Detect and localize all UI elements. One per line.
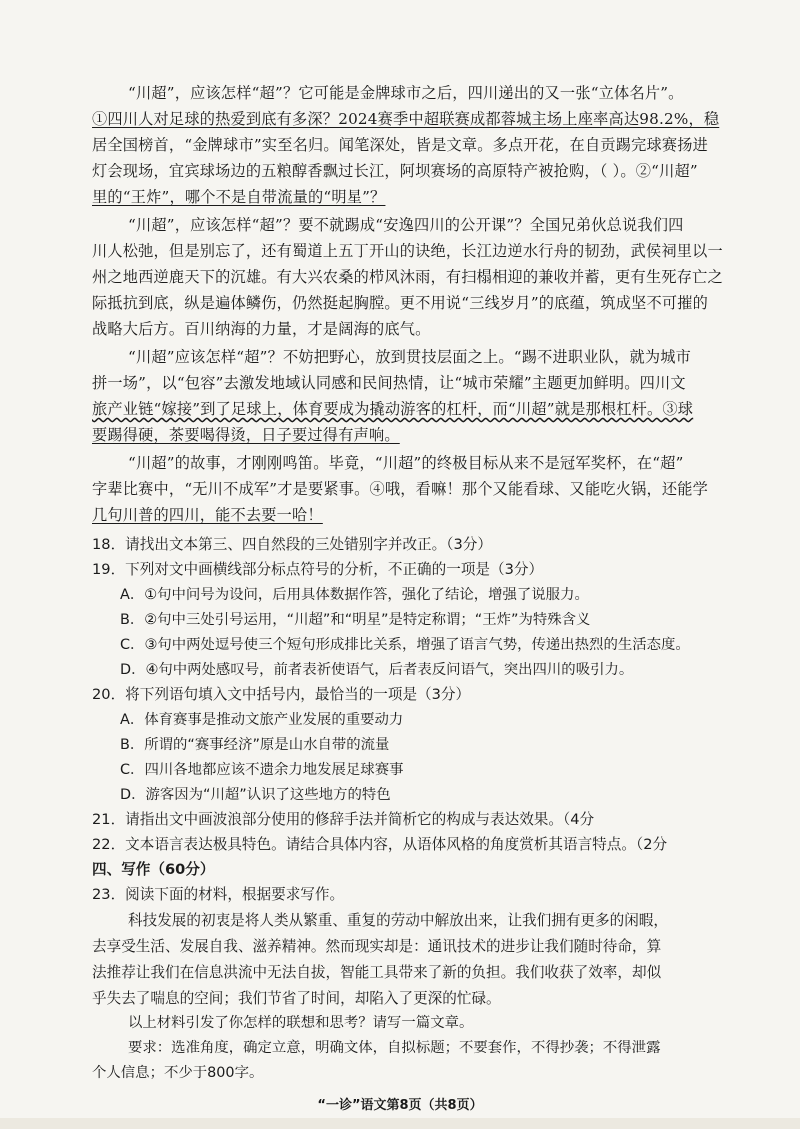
writing-prompt: 以上材料引发了你怎样的联想和思考？请写一篇文章。 bbox=[128, 1015, 474, 1031]
passage-line-underlined: 要踢得硬，茶要喝得烫，日子要过得有声响。 bbox=[92, 426, 400, 444]
material-line: 科技发展的初衷是将人类从繁重、重复的劳动中解放出来，让我们拥有更多的闲暇， bbox=[128, 912, 668, 929]
passage-line: 际抵抗到底，纵是遍体鳞伤，仍然挺起胸膛。更不用说“三线岁月”的底蕴，筑成坚不可摧的 bbox=[92, 294, 709, 312]
passage-line: “川超”的故事，才刚刚鸣笛。毕竟，“川超”的终极目标从来不是冠军奖杯，在“超” bbox=[128, 454, 684, 472]
question-23: 23．阅读下面的材料，根据要求写作。 bbox=[92, 886, 345, 903]
q20-option-b: B．所谓的“赛事经济”原是山水自带的流量 bbox=[120, 737, 390, 753]
question-20: 20．将下列语句填入文中括号内，最恰当的一项是（3分） bbox=[92, 686, 471, 703]
q19-option-c: C．③句中两处逗号使三个短句形成排比关系，增强了语言气势，传递出热烈的生活态度。 bbox=[120, 637, 690, 653]
material-line: 法推荐让我们在信息洪流中无法自拔，智能工具带来了新的负担。我们收获了效率，却似 bbox=[92, 964, 662, 981]
question-19: 19．下列对文中画横线部分标点符号的分析，不正确的一项是（3分） bbox=[92, 561, 544, 578]
passage-line-underlined: 里的“王炸”，哪个不是自带流量的“明星”？ bbox=[92, 188, 386, 206]
q19-option-a: A．①句中问号为设问，后用具体数据作答，强化了结论，增强了说服力。 bbox=[120, 587, 589, 603]
q20-option-a: A．体育赛事是推动文旅产业发展的重要动力 bbox=[120, 712, 404, 728]
passage-line: “川超”应该怎样“超”？不妨把野心，放到贯技层面之上。“踢不进职业队，就为城市 bbox=[128, 348, 691, 366]
writing-requirements: 要求：选准角度，确定立意，明确文体，自拟标题；不要套作，不得抄袭；不得泄露 bbox=[128, 1040, 661, 1056]
passage-line: 灯会现场，宜宾球场边的五粮醇香飘过长江，阿坝赛场的高原特产被抢购，（ ）。②“川超” bbox=[92, 162, 698, 180]
passage-line: 战略大后方。百川纳海的力量，才是阔海的底气。 bbox=[92, 320, 431, 338]
question-21: 21．请指出文中画波浪部分使用的修辞手法并简析它的构成与表达效果。（4分 bbox=[92, 811, 595, 828]
passage-line: 州之地西逆鹿天下的沉雄。有大兴农桑的栉风沐雨，有扫榻相迎的兼收并蓄，更有生死存亡之 bbox=[92, 268, 723, 286]
question-22: 22．文本语言表达极具特色。请结合具体内容，从语体风格的角度赏析其语言特点。（2分 bbox=[92, 836, 668, 853]
passage-line-wavy: 旅产业链“嫁接”到了足球上，体育要成为撬动游客的杠杆，而“川超”就是那根杠杆。③球 bbox=[92, 400, 694, 418]
q20-option-d: D．游客因为“川超”认识了这些地方的特色 bbox=[120, 787, 391, 803]
passage-line-underlined: ①四川人对足球的热爱到底有多深？2024赛季中超联赛成都蓉城主场上座率高达98.2%，稳 bbox=[92, 110, 720, 128]
passage-line: 川人松弛，但是别忘了，还有蜀道上五丁开山的诀绝，长江边逆水行舟的韧劲，武侯祠里以一 bbox=[92, 242, 723, 260]
passage-line: 拼一场”，以“包容”去激发地域认同感和民间热情，让“城市荣耀”主题更加鲜明。四川文 bbox=[92, 374, 686, 392]
page-edge bbox=[0, 1118, 800, 1129]
material-line: 去享受生活、发展自我、滋养精神。然而现实却是：通讯技术的进步让我们随时待命，算 bbox=[92, 938, 662, 955]
material-line: 乎失去了喘息的空间；我们节省了时间，却陷入了更深的忙碌。 bbox=[92, 990, 501, 1007]
passage-line: “川超”，应该怎样“超”？要不就踢成“安逸四川的公开课”？全国兄弟伙总说我们四 bbox=[128, 216, 684, 234]
question-18: 18．请找出文本第三、四自然段的三处错别字并改正。（3分） bbox=[92, 536, 492, 553]
q20-option-c: C．四川各地都应该不遗余力地发展足球赛事 bbox=[120, 762, 404, 778]
passage-line: “川超”，应该怎样“超”？它可能是金牌球市之后，四川递出的又一张“立体名片”。 bbox=[128, 84, 684, 102]
writing-requirements: 个人信息；不少于800字。 bbox=[92, 1065, 264, 1081]
passage-line: 字辈比赛中，“无川不成军”才是要紧事。④哦，看嘛！那个又能看球、又能吃火锅，还能学 bbox=[92, 480, 709, 498]
q19-option-b: B．②句中三处引号运用，“川超”和“明星”是特定称谓；“王炸”为特殊含义 bbox=[120, 612, 591, 628]
page-footer: “一诊”语文第8页（共8页） bbox=[317, 1098, 483, 1113]
q19-option-d: D．④句中两处感叹号，前者表祈使语气，后者表反问语气，突出四川的吸引力。 bbox=[120, 662, 634, 678]
passage-line-underlined: 几句川普的四川，能不去要一哈！ bbox=[92, 506, 323, 524]
passage-line: 居全国榜首，“金牌球市”实至名归。闻笔深处，皆是文章。多点开花，在自贡踢完球赛扬进 bbox=[92, 136, 709, 154]
section-writing-heading: 四、写作（60分） bbox=[92, 861, 215, 878]
